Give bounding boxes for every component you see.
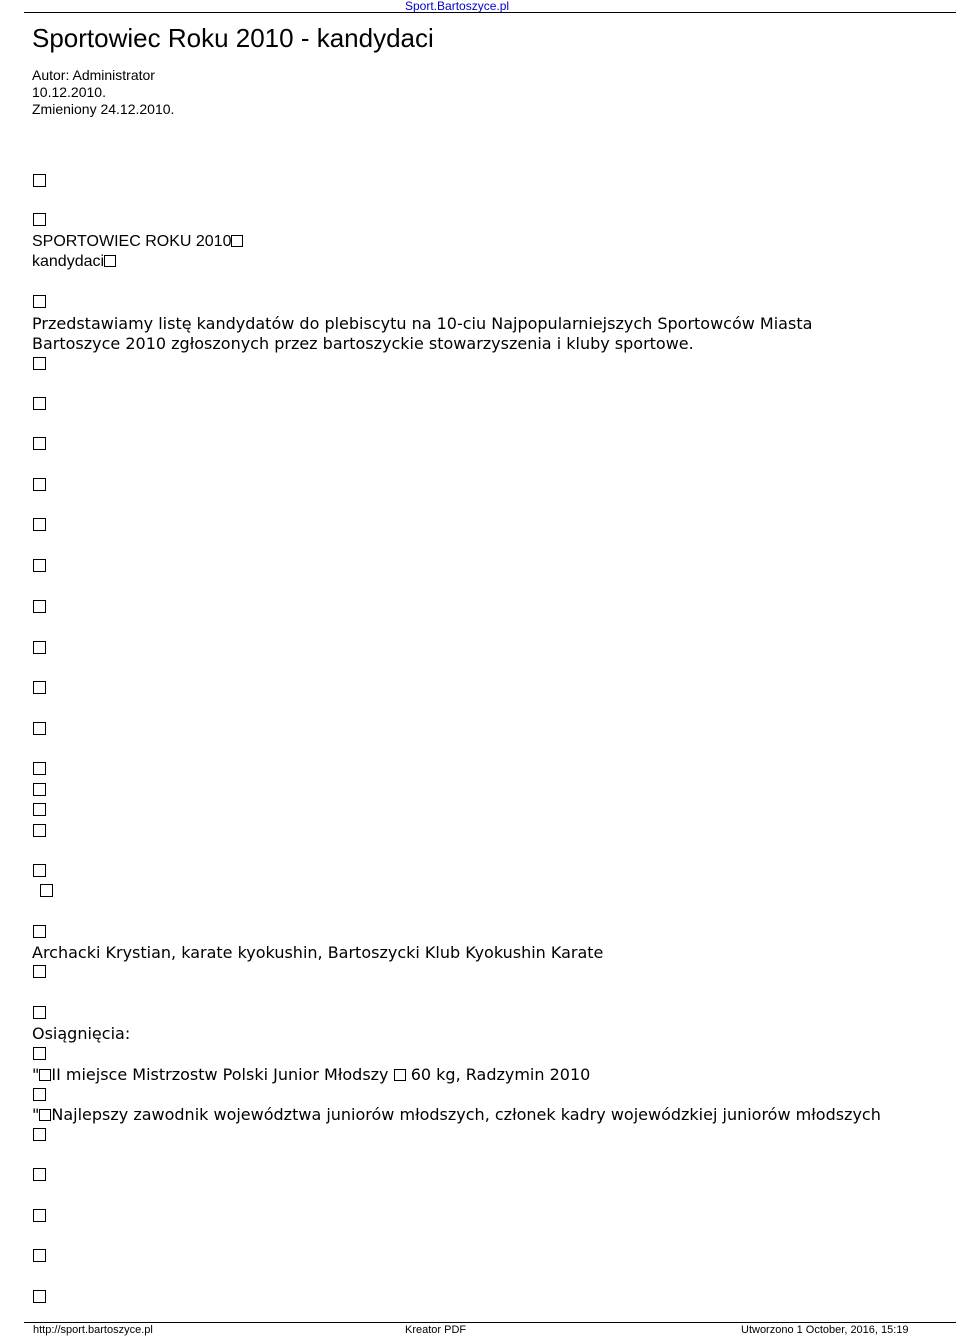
missing-glyph-box (33, 1290, 46, 1303)
missing-glyph-box (33, 925, 46, 938)
missing-glyph-box (33, 1088, 46, 1101)
missing-glyph-box (33, 478, 46, 491)
missing-glyph-box (33, 864, 46, 877)
missing-glyph-box (33, 518, 46, 531)
header-divider (24, 12, 956, 13)
achievement-2: " Najlepszy zawodnik województwa juniorów młodszych, członek kadry wojewódzkiej juniorów młodszych (32, 1105, 881, 1124)
missing-glyph-box (33, 641, 46, 654)
modified-date: Zmieniony 24.12.2010. (32, 101, 175, 117)
heading-line-2: kandydaci (32, 252, 116, 272)
achievements-label: Osiągnięcia: (32, 1024, 131, 1043)
missing-glyph-box (33, 1168, 46, 1181)
missing-glyph-box (39, 1109, 51, 1121)
footer-created: Utworzono 1 October, 2016, 15:19 (741, 1324, 909, 1336)
missing-glyph-box (33, 437, 46, 450)
missing-glyph-box (33, 722, 46, 735)
missing-glyph-box (33, 357, 46, 370)
missing-glyph-box (231, 235, 243, 247)
candidate-line: Archacki Krystian, karate kyokushin, Bartoszycki Klub Kyokushin Karate (32, 943, 604, 962)
missing-glyph-box (33, 397, 46, 410)
missing-glyph-box (33, 965, 46, 978)
missing-glyph-box (33, 1209, 46, 1222)
missing-glyph-box (33, 681, 46, 694)
publish-date: 10.12.2010. (32, 84, 106, 100)
missing-glyph-box (40, 884, 53, 897)
achievement-1: " II miejsce Mistrzostw Polski Junior Młodszy 60 kg, Radzymin 2010 (32, 1065, 591, 1084)
heading-line-1: SPORTOWIEC ROKU 2010 (32, 232, 243, 252)
missing-glyph-box (104, 255, 116, 267)
author-name: Administrator (72, 67, 155, 83)
missing-glyph-box (33, 803, 46, 816)
page-title: Sportowiec Roku 2010 - kandydaci (32, 23, 434, 53)
site-name[interactable]: Sport.Bartoszyce.pl (405, 0, 510, 13)
missing-glyph-box (394, 1069, 406, 1081)
missing-glyph-box (33, 1047, 46, 1060)
missing-glyph-box (33, 295, 46, 308)
footer-generator: Kreator PDF (405, 1324, 467, 1336)
missing-glyph-box (33, 1249, 46, 1262)
missing-glyph-box (33, 1128, 46, 1141)
missing-glyph-box (33, 600, 46, 613)
intro-line-1: Przedstawiamy listę kandydatów do plebiscytu na 10-ciu Najpopularniejszych Sportowców Miasta (32, 314, 813, 333)
missing-glyph-box (33, 559, 46, 572)
missing-glyph-box (33, 783, 46, 796)
author-label: Autor: (32, 67, 70, 83)
missing-glyph-box (33, 174, 46, 187)
missing-glyph-box (33, 762, 46, 775)
missing-glyph-box (33, 824, 46, 837)
footer-url[interactable]: http://sport.bartoszyce.pl (33, 1324, 153, 1336)
missing-glyph-box (33, 1006, 46, 1019)
author-line (32, 67, 155, 84)
missing-glyph-box (39, 1069, 51, 1081)
footer-divider (24, 1322, 956, 1323)
intro-line-2: Bartoszyce 2010 zgłoszonych przez bartoszyckie stowarzyszenia i kluby sportowe. (32, 334, 694, 353)
missing-glyph-box (33, 213, 46, 226)
